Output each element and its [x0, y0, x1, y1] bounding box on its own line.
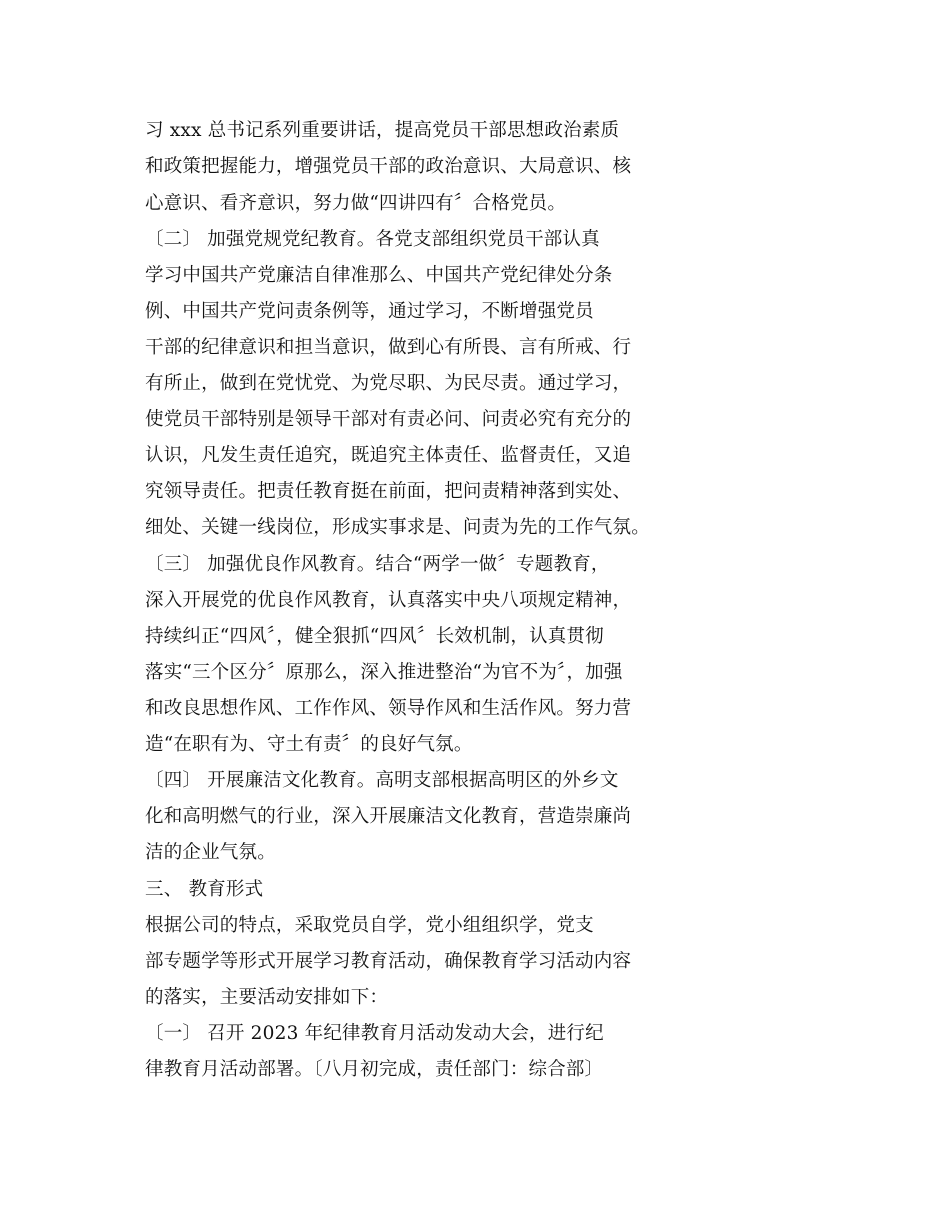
body-text-line: 细处、关键一线岗位，形成实事求是、问责为先的工作气氛。: [145, 517, 650, 538]
body-text-line: 化和高明燃气的行业，深入开展廉洁文化教育，营造崇廉尚: [145, 806, 632, 827]
body-text-line: 的落实，主要活动安排如下：: [145, 987, 389, 1008]
body-text-line: 律教育月活动部署。〔八月初完成，责任部门：综合部〕: [145, 1059, 604, 1080]
section-heading-2: 〔二〕 加强党规党纪教育。各党支部组织党员干部认真: [145, 229, 600, 250]
body-text-line: 和政策把握能力，增强党员干部的政治意识、大局意识、核: [145, 156, 632, 177]
section-heading-4: 〔四〕 开展廉洁文化教育。高明支部根据高明区的外乡文: [145, 770, 619, 791]
body-text-line: 持续纠正“四风〞，健全狠抓“四风〞长效机制，认真贯彻: [145, 626, 604, 647]
body-text-line: 使党员干部特别是领导干部对有责必问、问责必究有充分的: [145, 409, 632, 430]
body-text-line: 深入开展党的优良作风教育，认真落实中央八项规定精神，: [145, 590, 632, 611]
body-text-line: 落实“三个区分〞原那么，深入推进整治“为官不为〞，加强: [145, 662, 623, 683]
body-text-line: 学习中国共产党廉洁自律准那么、中国共产党纪律处分条: [145, 265, 613, 286]
body-text-line: 造“在职有为、守土有责〞的良好气氛。: [145, 734, 473, 755]
body-text-line: 认识，凡发生责任追究，既追究主体责任、监督责任，又追: [145, 445, 632, 466]
body-text-line: 干部的纪律意识和担当意识，做到心有所畏、言有所戒、行: [145, 337, 632, 358]
body-text-line: 究领导责任。把责任教育挺在前面，把问责精神落到实处、: [145, 481, 632, 502]
body-text-line: 部专题学等形式开展学习教育活动，确保教育学习活动内容: [145, 951, 632, 972]
body-text-line: 习 xxx 总书记系列重要讲话，提高党员干部思想政治素质: [145, 120, 620, 141]
body-text-line: 根据公司的特点，采取党员自学，党小组组织学，党支: [145, 915, 594, 936]
chapter-heading: 三、 教育形式: [145, 879, 264, 900]
body-text-line: 洁的企业气氛。: [145, 842, 276, 863]
body-text-line: 和改良思想作风、工作作风、领导作风和生活作风。努力营: [145, 698, 632, 719]
body-text-line: 心意识、看齐意识，努力做“四讲四有〞合格党员。: [145, 193, 567, 214]
section-heading-1: 〔一〕 召开 2023 年纪律教育月活动发动大会，进行纪: [145, 1023, 604, 1044]
body-text-line: 例、中国共产党问责条例等，通过学习，不断增强党员: [145, 301, 594, 322]
section-heading-3: 〔三〕 加强优良作风教育。结合“两学一做〞专题教育，: [145, 554, 610, 575]
body-text-line: 有所止，做到在党忧党、为党尽职、为民尽责。通过学习，: [145, 373, 632, 394]
